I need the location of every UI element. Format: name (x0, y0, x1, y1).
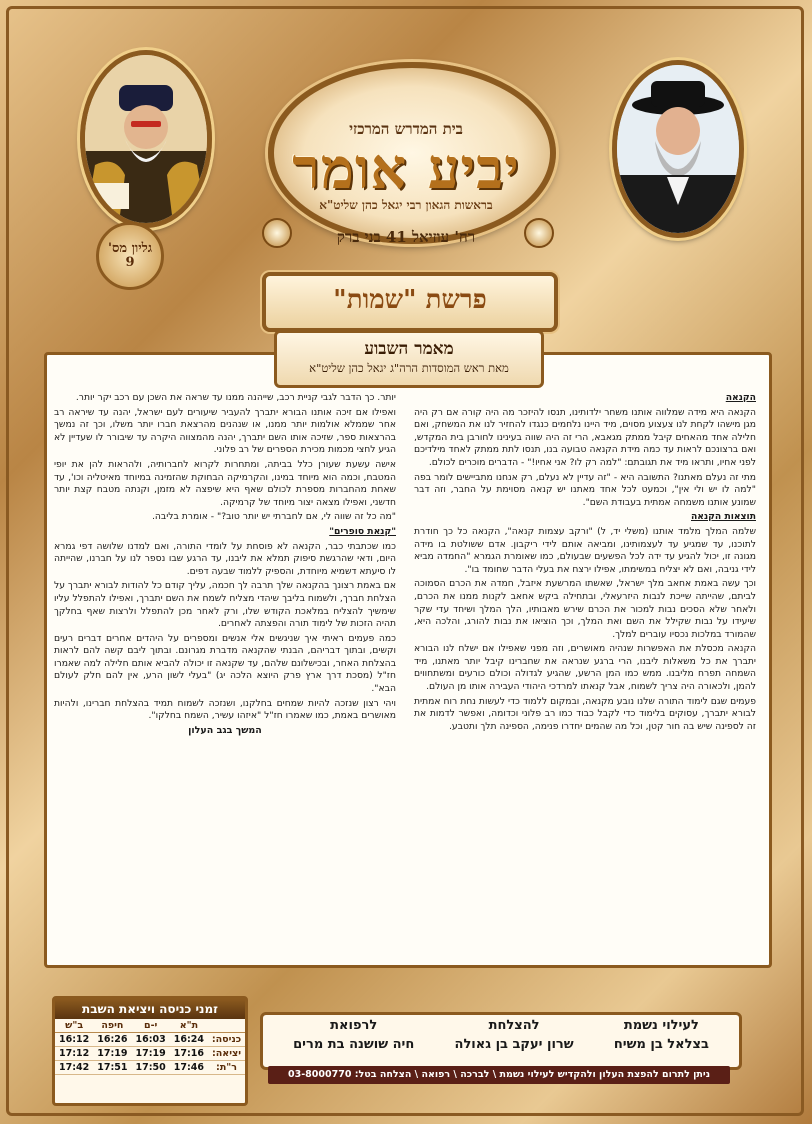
article-banner (274, 330, 544, 388)
dedication-name: חיה שושנה בת מרים (293, 1037, 415, 1052)
donation-bar: ניתן לתרום להפצת העלון ולהקדיש לעילוי נשמת \ לברכה \ רפואה \ הצלחה בטל: 03-8000770 (268, 1066, 730, 1084)
article-right-heading: תוצאות הקנאה (691, 511, 756, 523)
article-right-paragraph: הקנאה מכסלת את האפשרות שנהיה מאושרים, וזה מפני שאפילו אם ישלח לנו הבורא יתברך את כל משאלות ליבנו, הרי ברגע שנראה את שחברינו קיבל יותר מאתנו, מיד השמחה תפרח מליבנו. ממש כמו המן הרשע, שהגיע לגדולה וכולם כורעים ומשתחווים להמן, ולכאורה היה צריך לשמוח, אבל קנאתו למרדכי היהודי העבירה אותו מן העולם. (414, 643, 756, 693)
article-left-paragraph: כמה פעמים ראיתי איך שניגשים אלי אנשים ומספרים על היהדים אחרים דברים רעים וקשים, ובתוך דבריהם, הבנתי שהקנאה מדברת מגרונם. ובתוך ליבם קשה להם לראות בהצלחת האחר, ובכישלונם שלהם, עד שקנאה זו יכולה להביא אותם חלילה למה שאמרו חז"ל (מסכת דרך ארץ פרק היוצא הלכה יג) "בעלי לשון הרע, אין להם חלק לעולם הבא". (54, 632, 396, 695)
article-right-paragraph: וכך עשה באמת אחאב מלך ישראל, שאשתו המרשעת איזבל, חמדה את הכרם הסמוכה לביתם, שהייתה שייכת לנבות היזרעאלי, ובתחילה ביקש אחאב לקנות ממנו את הכרם, ולאחר שלא הסכים נבות למכור את הכרם שירש מאבותיו, הלך המלך ושיחד עדי שקר שיעידו על נבות שקילל את השם ואת המלך, וכך הוציאו את נבות להורג, והלכה היא, שהמורד במלכות נכסיו עוברים למלך. (414, 578, 756, 640)
article-right-paragraph: הקנאה היא מידה שמלווה אותנו משחר ילדותינו, תנסו להיזכר מה היה קורה אם רק היה מגן מישהו לקחת לנו צעצוע מסוים, מיד היינו נלחמים כנגדו להחזיר לנו את המשחק, ואם חלילה אחד מהאחים קיבל ממתק מגאבא, הרי זה היה שווה בעינינו לחורבן בית המקדש, ואם ברצונכם לראות עד כמה מידת הקנאה טבועה בנו, תנסו לתת ממתק לאחד מילדיכם לפני אחיו, ותראו מיד את תגובתם: "למה רק לו? אני אחיו!" - הדברים מוכרים לכולם. (414, 406, 756, 468)
times-cell: 17:16 (170, 1047, 208, 1061)
times-row (55, 1033, 245, 1047)
article-left-paragraph: ויהי רצון שנזכה להיות שמחים בחלקנו, ושנזכה לשמוח תמיד בהצלחת חברינו, ולהיות מאושרים באמת, כמו שאמרו חז"ל "איזהו עשיר, השמח בחלקו". (54, 697, 396, 722)
times-city-header: י-ם (132, 1019, 170, 1033)
article-column-left (54, 392, 396, 958)
article-right-paragraph: פעמים שגם לימוד התורה שלנו נובע מקנאה, ובמקום ללמוד כדי לעשות נחת רוח אמתית לבורא יתברך, עסוקים בלימוד כדי לקבל כבוד כמו רב פלוני וכדומה, ואפשר לדמות את זה לספינה שיש בה חור קטן, וכל מה שהמים יחדרו פנימה, הספינה תלך ותטבע. (414, 695, 756, 732)
dedication-name: שרון יעקב בן גאולה (454, 1037, 574, 1052)
leadership-line: בראשות הגאון רבי יגאל כהן שליט"א (319, 198, 493, 212)
article-left-paragraph: "מה כל זה שווה לי, אם לחברתי יש יותר טוב?" - אומרת בליבה. (151, 511, 396, 523)
times-city-header: חיפה (93, 1019, 131, 1033)
continued-label: המשך בגב העלון (188, 724, 262, 736)
article-right-paragraph: מתי זה נעלם מאתנו? התשובה היא - "זה עדיין לא נעלם, רק אנחנו מתביישים לומר בפה "למה לו יש ולי אין", וכמעט לכל אחד מאתנו יש קנאה מסוימת על החבר, וזה דבר שמונע אותנו משמחה אמתית בעבודת השם". (414, 471, 756, 508)
times-row-label: ר"ת: (208, 1061, 245, 1075)
main-title: יביע אומר (292, 136, 520, 202)
article-left-paragraph: ואפילו אם זיכה אותנו הבורא יתברך להעביר שיעורים לעם ישראל, יהנה עד שיראה רב אחר שממלא אולמות יותר ממנו, או שנהנים מהרצאת חברו יותר משלו, וכך זה נמשך בהרצאות ספר, שזיכה אותו השם יתברך, יהנה מהמצווה היקרה עד שיבורר לו שעדיין לא הגיע לחצי מכמות מכירת הספרים של רב פלוני. (54, 406, 396, 456)
institution-label: בית המדרש המרכזי (349, 120, 463, 138)
times-cell: 17:46 (170, 1061, 208, 1075)
times-cell: 17:19 (93, 1047, 131, 1061)
article-left-heading: "קנאת סופרים" (329, 525, 396, 537)
times-cell: 16:12 (55, 1033, 93, 1047)
article-columns (54, 392, 756, 958)
issue-number: 9 (125, 255, 135, 270)
issue-label: גליון מס' (107, 241, 153, 256)
times-city-header: ת"א (170, 1019, 208, 1033)
times-cell: 17:12 (55, 1047, 93, 1061)
address-line: רח' עוזיאל 41 בני ברק (336, 228, 476, 246)
dedication-heading: לעילוי נשמת (623, 1018, 699, 1033)
dedication-column (455, 1018, 574, 1052)
article-subtitle: מאת ראש המוסדות הרה"ג יגאל כהן שליט"א (309, 361, 509, 375)
dedication-column (614, 1018, 709, 1052)
dedication-heading: להצלחת (488, 1018, 540, 1033)
times-row (55, 1061, 245, 1075)
article-left-paragraph: כמו שכתבתי כבר, הקנאה לא פוסחת על לומדי התורה, ואם למדנו שלושה דפי גמרא היום, ודאי שהרגשת סיפוק תמלא את ליבנו, עד הרגע שבו נספר לנו על חברנו, שהייתה לו סיעתא דשמיא מיוחדת, והספיק ללמוד שבעה דפים. (54, 540, 396, 577)
times-row (55, 1047, 245, 1061)
shabbat-times-title: זמני כניסה ויציאת השבת (55, 999, 245, 1019)
article-title: מאמר השבוע (364, 339, 454, 359)
dedication-box (260, 1012, 742, 1070)
article-right-paragraph: שלמה המלך מלמד אותנו (משלי יד, ל) "ורקב עצמות קנאה", הקנאה כל כך חודרת לתוכנו, עד שמגיע עד לעצמותינו, ומביאה אותם לידי ריקבון. אדם ששולטת בו מידה מגונה זו, יכול להגיע עד ידה לכל הפשעים שבעולם, כמו שאומרת הגמרא "החמדה מביא לידי גניבה, ואם לא יצליח במשימתו, אפילו ירצח את בעלי הדבר שחומד בו". (414, 525, 756, 575)
times-city-header: ב"ש (55, 1019, 93, 1033)
times-cell: 17:51 (93, 1061, 131, 1075)
times-cell: 17:42 (55, 1061, 93, 1075)
dedication-name: בצלאל בן משיח (613, 1037, 709, 1052)
times-row-label: כניסה: (208, 1033, 245, 1047)
times-cell: 16:26 (93, 1033, 131, 1047)
shabbat-times-box (52, 996, 248, 1106)
parsha-banner: פרשת "שמות" (262, 272, 558, 332)
times-cell: 17:50 (132, 1061, 170, 1075)
article-left-paragraph: אישה עשעת שעורן כלל בביתה, ומתחרות לקרוא לחברותיה, ולהראות להן את יופי המטבח, וכמה הוא מיוחד במינו, והקרמיקה הבחוקת שהזמינה במיוחד מאיטליה וכו', עד שאחת מהחברות מספרת לכולם שאף היא שיפצה לא מזמן, וקנתה מטבח קצת יותר חדשני, ואפילו מצאה יצור מיוחד של קרמיקה. (54, 458, 396, 508)
times-cell: 16:24 (170, 1033, 208, 1047)
article-left-paragraph: אם באמת רצונך בהקנאה שלך תרבה לך חכמה, עליך קודם כל להודות לבורא יתברך על הצלחת חברך, ולשמוח בליבך שיהדי מצליח לשמח את השם יתברך, ואפילו להתפלל עליו שימשיך להצליח במלאכת הקודש שלו, ורק לאחר מכן להתפלל ולרצות שאף בחלקך תהיה הזכות של לימוד תורה והפצתה לאחרים. (54, 580, 396, 630)
times-corner (208, 1019, 245, 1033)
times-row-label: יציאה: (208, 1047, 245, 1061)
article-column-right (414, 392, 756, 958)
shabbat-times-table (55, 1019, 245, 1075)
dedication-column (293, 1018, 414, 1052)
article-right-heading: הקנאה (725, 392, 756, 403)
dedication-heading: לרפואת (330, 1018, 378, 1033)
times-cell: 16:03 (132, 1033, 170, 1047)
times-cell: 17:19 (132, 1047, 170, 1061)
article-left-paragraph: יותר. כך הדבר לגבי קניית רכב, שייהנה ממנו עד שראה את השכן עם רכב יקר יותר. (75, 392, 396, 403)
